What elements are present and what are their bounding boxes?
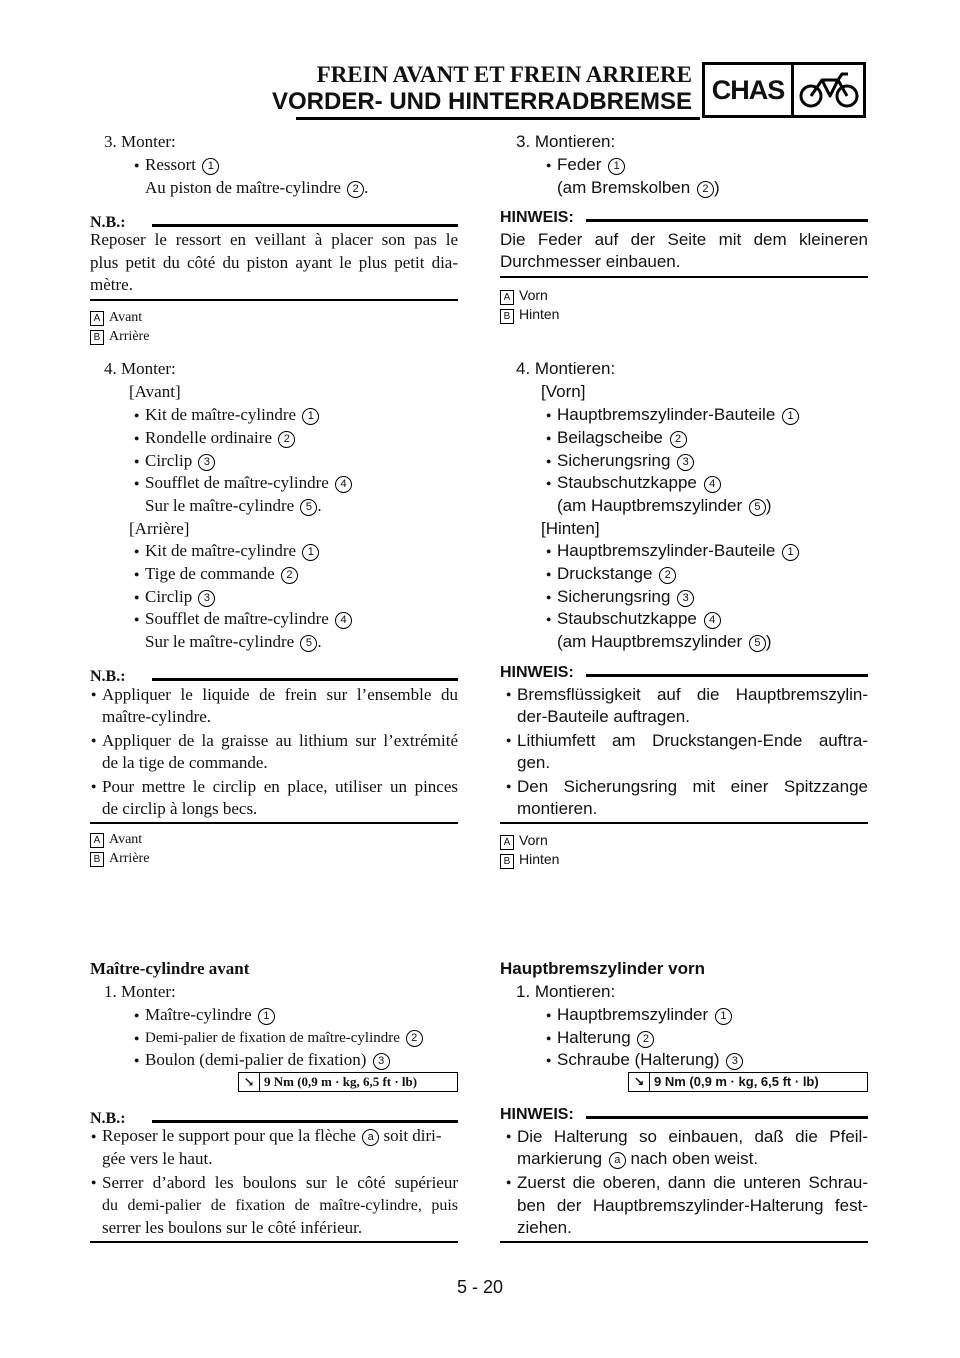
list-item-sub: Sur le maître-cylindre 5 . [145,632,322,651]
divider [500,276,868,278]
note-text: maître-cylindre. [102,707,212,726]
note-text: ben der Hauptbremszylinder-Halterung fest- [517,1196,868,1215]
page-number: 5 - 20 [456,1277,504,1297]
list-item: ● Boulon (demi-palier de fixation) 3 [145,1049,390,1071]
legend-a: A Vorn [500,284,548,306]
list-item: ● Hauptbremszylinder-Bauteile 1 [557,404,799,426]
divider [500,1241,868,1243]
wrench-icon: ↘ [239,1073,260,1091]
note-bullet: ● Pour mettre le circlip en place, utiliser un pinces [102,775,458,798]
callout-2: 2 [347,181,364,198]
list-item: ● Soufflet de maître-cylindre 4 [145,472,352,494]
list-item: ● Circlip 3 [145,450,215,472]
legend-b: B Hinten [500,303,559,325]
legend-a: A Avant [90,829,142,851]
list-item: ● Beilagscheibe 2 [557,427,687,449]
note-text: de la tige de commande. [102,753,268,772]
divider [90,299,458,301]
note-bullet: ● Lithiumfett am Druckstangen-Ende auftra- [517,729,868,752]
divider [90,1241,458,1243]
callout-a: a [609,1152,626,1169]
list-item: ● Tige de commande 2 [145,563,298,585]
list-item-sub: (am Bremskolben 2 ) [557,178,720,197]
divider [90,822,458,824]
note-bullet: ● Den Sicherungsring mit einer Spitzzange [517,775,868,798]
list-item: ● Kit de maître-cylindre 1 [145,540,319,562]
list-item-sub: (am Hauptbremszylinder 5 ) [557,632,772,651]
list-item-sub: Sur le maître-cylindre 5 . [145,496,322,515]
section-badge [702,62,866,118]
front-label: [Avant] [129,382,181,401]
list-item: ● Hauptbremszylinder 1 [557,1004,732,1026]
section-label: CHAS [705,65,794,115]
note-text: Durchmesser einbauen. [500,252,681,271]
step-3-title: 3. Monter: [104,132,176,151]
list-item: ● Kit de maître-cylindre 1 [145,404,319,426]
note-bullet: ● Reposer le support pour que la flèche a soit diri- [102,1125,458,1147]
section-heading: Hauptbremszylinder vorn [500,959,705,978]
note-text: de circlip à longs becs. [102,799,258,818]
legend-b: B Arrière [90,848,149,870]
note-text: Die Feder auf der Seite mit dem kleineren [500,230,868,249]
list-item: ● Demi-palier de fixation de maître-cylindre 2 [145,1027,423,1049]
legend-a: A Vorn [500,829,548,851]
step-4-title: 4. Montieren: [516,359,616,378]
motorcycle-icon [794,65,863,115]
note-bullet: ● Serrer d’abord les boulons sur le côté supérieur [102,1171,458,1194]
note-header: HINWEIS: [500,1106,868,1128]
callout-1: 1 [202,158,219,175]
step-1-title: 1. Montieren: [516,982,616,1001]
note-text: der-Bauteile auftragen. [517,707,690,726]
list-item: ● Sicherungsring 3 [557,450,694,472]
list-item: ● Circlip 3 [145,586,215,608]
list-item: ● Maître-cylindre 1 [145,1004,275,1026]
list-item: ● Staubschutzkappe 4 [557,608,721,630]
note-bullet: ● Appliquer le liquide de frein sur l’ensemble du [102,683,458,706]
note-bullet: ● Bremsflüssigkeit auf die Hauptbremszylin- [517,683,868,706]
note-text: gée vers le haut. [102,1149,213,1168]
list-item-sub: Au piston de maître-cylindre 2 . [145,178,369,197]
list-item: ● Rondelle ordinaire 2 [145,427,295,449]
list-item: ● Feder 1 [557,154,625,176]
note-text: serrer les boulons sur le côté inférieur. [102,1218,363,1237]
title-french: FREIN AVANT ET FREIN ARRIERE [316,62,692,87]
torque-spec: ↘ 9 Nm (0,9 m · kg, 6,5 ft · lb) [238,1072,458,1092]
note-header: N.B.: [90,1110,458,1132]
divider [500,822,868,824]
note-text: du demi-palier de fixation de maître-cylindre, puis [102,1197,458,1214]
note-bullet: ● Die Halterung so einbauen, daß die Pfeil- [517,1125,868,1148]
header-rule [296,117,700,120]
step-3-title: 3. Montieren: [516,132,616,151]
legend-a: A Avant [90,307,142,329]
note-bullet: ● Appliquer de la graisse au lithium sur l’extrémité [102,729,458,752]
list-item: ● Druckstange 2 [557,563,676,585]
list-item: ● Staubschutzkappe 4 [557,472,721,494]
note-text: ziehen. [517,1218,572,1237]
step-4-title: 4. Monter: [104,359,176,378]
note-text: montieren. [517,799,598,818]
front-label: [Vorn] [541,382,586,401]
list-item: ● Ressort 1 [145,154,219,176]
list-item: ● Sicherungsring 3 [557,586,694,608]
title-german: VORDER- UND HINTERRADBREMSE [271,88,692,115]
list-item: ● Schraube (Halterung) 3 [557,1049,743,1071]
note-header: N.B.: [90,668,458,690]
note-text: mètre. [90,275,133,294]
legend-b: B Hinten [500,848,559,870]
note-text: gen. [517,753,551,772]
list-item: ● Soufflet de maître-cylindre 4 [145,608,352,630]
torque-spec: ↘ 9 Nm (0,9 m · kg, 6,5 ft · lb) [628,1072,868,1092]
section-heading: Maître-cylindre avant [90,959,250,978]
step-1-title: 1. Monter: [104,982,176,1001]
note-header: HINWEIS: [500,209,868,231]
rear-label: [Hinten] [541,519,600,538]
note-header: HINWEIS: [500,664,868,686]
list-item: ● Halterung 2 [557,1027,654,1049]
note-text: plus petit du côté du piston ayant le plus petit dia- [90,253,458,272]
callout-a: a [362,1129,379,1146]
legend-b: B Arrière [90,326,149,348]
note-text: markierung a nach oben weist. [517,1149,759,1168]
list-item-sub: (am Hauptbremszylinder 5 ) [557,496,772,515]
rear-label: [Arrière] [129,519,190,538]
note-bullet: ● Zuerst die oberen, dann die unteren Schrau- [517,1171,868,1194]
wrench-icon: ↘ [629,1073,650,1091]
note-header: N.B.: [90,214,458,236]
list-item: ● Hauptbremszylinder-Bauteile 1 [557,540,799,562]
note-text: Reposer le ressort en veillant à placer son pas le [90,230,458,249]
